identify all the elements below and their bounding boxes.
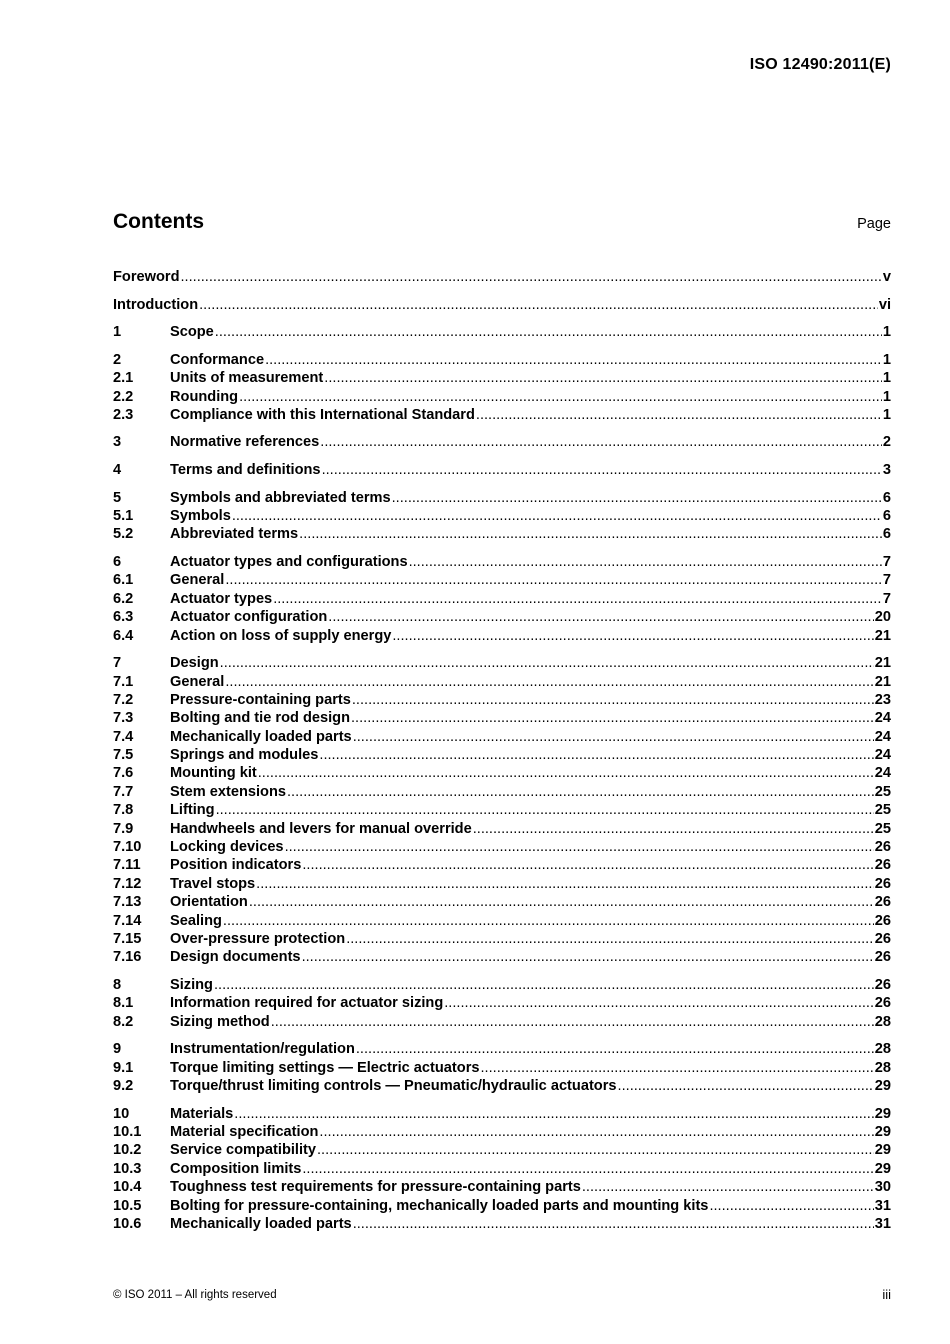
toc-entry-page: 25 (874, 783, 891, 800)
toc-entry-page: 29 (874, 1078, 891, 1095)
toc-entry-title: Stem extensions (170, 783, 286, 800)
toc-entry[interactable] (113, 1198, 891, 1216)
toc-entry-number: 7.1 (113, 673, 134, 690)
toc-dot-leader (215, 324, 882, 340)
toc-entry-number: 5 (113, 489, 122, 506)
toc-dot-leader (476, 407, 882, 423)
toc-dot-leader (352, 692, 874, 708)
toc-entry-number: 7.5 (113, 747, 134, 764)
toc-entry-number: 4 (113, 462, 122, 479)
toc-entry-title: Pressure-containing parts (170, 691, 351, 708)
toc-entry-page: v (882, 269, 891, 285)
toc-entry-page: 30 (874, 1179, 891, 1196)
toc-entry-title: Conformance (170, 351, 265, 368)
toc-dot-leader (302, 857, 873, 873)
toc-entry-title: Units of measurement (170, 370, 324, 387)
toc-entry[interactable] (113, 674, 891, 692)
toc-entry-page: 28 (874, 1013, 891, 1030)
toc-entry[interactable] (113, 324, 891, 342)
toc-group (113, 462, 891, 480)
toc-entry-page: 26 (874, 931, 891, 947)
toc-entry-title: Orientation (170, 894, 248, 911)
toc-entry[interactable] (113, 1161, 891, 1179)
toc-entry-number: 7.7 (113, 783, 134, 800)
toc-entry-title: Materials (170, 1105, 234, 1122)
toc-entry-number: 10.1 (113, 1124, 142, 1141)
toc-entry-number: 10.6 (113, 1216, 142, 1233)
toc-entry-number: 2.3 (113, 406, 134, 423)
toc-group (113, 554, 891, 646)
toc-dot-leader (216, 802, 874, 818)
toc-dot-leader (322, 462, 882, 478)
toc-dot-leader (317, 1142, 874, 1158)
toc-entry-number: 2.1 (113, 370, 134, 387)
toc-entry-title: Locking devices (170, 839, 284, 856)
toc-entry[interactable] (113, 1078, 891, 1096)
toc-entry-number: 7.3 (113, 710, 134, 727)
toc-dot-leader (199, 297, 878, 313)
toc-dot-leader (180, 269, 881, 285)
copyright-notice: © ISO 2011 – All rights reserved (113, 1289, 277, 1301)
toc-entry-title: Action on loss of supply energy (170, 627, 392, 644)
toc-dot-leader (481, 1060, 874, 1076)
toc-dot-leader (287, 784, 874, 800)
toc-entry-title: Abbreviated terms (170, 526, 299, 543)
toc-entry-title: Instrumentation/regulation (170, 1041, 355, 1058)
toc-group (113, 297, 891, 315)
toc-dot-leader (285, 839, 874, 855)
toc-dot-leader (256, 876, 874, 892)
toc-entry-number: 9.1 (113, 1059, 134, 1076)
toc-entry-title: Service compatibility (170, 1142, 316, 1159)
toc-entry[interactable] (113, 1106, 891, 1124)
toc-entry-number: 7.10 (113, 839, 142, 856)
toc-entry-page: 31 (874, 1197, 891, 1214)
toc-entry-title: Torque limiting settings — Electric actuators (170, 1059, 480, 1076)
toc-entry-number: 5.2 (113, 526, 134, 543)
toc-entry-number: 10.2 (113, 1142, 142, 1159)
toc-entry-page: 7 (882, 572, 891, 589)
toc-entry-page: 2 (882, 434, 891, 451)
toc-dot-leader (353, 1216, 874, 1232)
toc-entry-page: 26 (874, 976, 891, 993)
toc-entry-number: 7 (113, 655, 122, 672)
toc-entry-title: Mechanically loaded parts (170, 728, 352, 745)
toc-entry[interactable] (113, 389, 891, 407)
toc-entry-page: 6 (882, 489, 891, 506)
toc-entry-number: 7.4 (113, 728, 134, 745)
toc-entry-page: 31 (874, 1216, 891, 1233)
toc-entry-page: 21 (874, 627, 891, 644)
toc-entry-number: 10.5 (113, 1197, 142, 1214)
toc-dot-leader (709, 1198, 873, 1214)
toc-dot-leader (225, 674, 873, 690)
toc-entry-number: 1 (113, 324, 122, 341)
toc-entry-page: 29 (874, 1142, 891, 1159)
toc-dot-leader (353, 729, 874, 745)
toc-dot-leader (223, 913, 874, 929)
toc-entry-page: 29 (874, 1105, 891, 1122)
toc-group (113, 1106, 891, 1235)
toc-entry[interactable] (113, 490, 891, 508)
toc-dot-leader (444, 995, 874, 1011)
toc-entry-title: Symbols and abbreviated terms (170, 489, 391, 506)
toc-dot-leader (324, 370, 882, 386)
toc-entry-page: 6 (882, 526, 891, 543)
toc-entry-title: Compliance with this International Standard (170, 406, 475, 423)
toc-dot-leader (319, 1124, 873, 1140)
toc-entry[interactable] (113, 876, 891, 894)
toc-entry-page: 28 (874, 1041, 891, 1058)
toc-entry-title: Sealing (170, 912, 222, 929)
toc-entry-title: Position indicators (170, 857, 302, 874)
toc-dot-leader (328, 609, 873, 625)
toc-group (113, 434, 891, 452)
toc-entry-page: 6 (882, 508, 891, 525)
toc-entry[interactable] (113, 894, 891, 912)
toc-dot-leader (356, 1041, 874, 1057)
toc-entry-page: 21 (874, 655, 891, 672)
toc-group (113, 324, 891, 342)
toc-entry-title: General (170, 572, 225, 589)
toc-entry-title: Design documents (170, 949, 301, 966)
toc-entry-title: Toughness test requirements for pressure-containing parts (170, 1179, 581, 1196)
toc-dot-leader (299, 526, 882, 542)
toc-dot-leader (302, 1161, 873, 1177)
toc-dot-leader (320, 434, 882, 450)
toc-entry[interactable] (113, 1142, 891, 1160)
toc-entry-title: Introduction (113, 296, 199, 313)
toc-entry-number: 9.2 (113, 1078, 134, 1095)
toc-entry-page: 7 (882, 554, 891, 570)
toc-entry[interactable] (113, 1216, 891, 1234)
toc-entry-page: 23 (874, 691, 891, 708)
toc-entry-number: 2.2 (113, 388, 134, 405)
toc-entry-title: Symbols (170, 508, 231, 525)
toc-entry-number: 7.16 (113, 949, 142, 966)
toc-entry[interactable] (113, 931, 891, 949)
toc-entry-title: General (170, 673, 225, 690)
toc-entry-title: Sizing method (170, 1013, 270, 1030)
page-number: iii (882, 1287, 891, 1302)
contents-header (113, 210, 891, 240)
toc-entry-number: 5.1 (113, 508, 134, 525)
toc-entry-title: Information required for actuator sizing (170, 995, 444, 1012)
toc-entry[interactable] (113, 572, 891, 590)
toc-entry[interactable] (113, 655, 891, 673)
toc-entry-page: 24 (874, 765, 891, 782)
toc-group (113, 490, 891, 545)
toc-dot-leader (239, 389, 882, 405)
toc-entry-page: vi (878, 296, 891, 313)
toc-entry-page: 1 (882, 370, 891, 387)
table-of-contents (113, 269, 891, 1244)
toc-dot-leader (232, 508, 882, 524)
toc-entry[interactable] (113, 977, 891, 995)
toc-entry[interactable] (113, 370, 891, 388)
toc-entry-page: 26 (874, 912, 891, 929)
toc-dot-leader (351, 710, 874, 726)
toc-entry-page: 26 (874, 894, 891, 911)
toc-entry-number: 3 (113, 434, 122, 451)
toc-entry-number: 10 (113, 1105, 130, 1122)
toc-entry-page: 1 (882, 388, 891, 405)
toc-entry-number: 6.4 (113, 627, 134, 644)
toc-entry-title: Travel stops (170, 875, 256, 892)
toc-entry[interactable] (113, 591, 891, 609)
toc-entry-number: 7.8 (113, 802, 134, 819)
toc-entry-title: Sizing (170, 976, 213, 993)
toc-entry[interactable] (113, 609, 891, 627)
toc-entry-page: 20 (874, 609, 891, 626)
toc-group (113, 655, 891, 968)
toc-entry[interactable] (113, 434, 891, 452)
toc-entry[interactable] (113, 1041, 891, 1059)
toc-entry-title: Foreword (113, 269, 180, 285)
toc-entry-title: Design (170, 655, 219, 672)
toc-entry-page: 25 (874, 820, 891, 837)
toc-entry-title: Scope (170, 324, 214, 341)
toc-entry-number: 7.14 (113, 912, 142, 929)
toc-entry-title: Lifting (170, 802, 215, 819)
toc-entry-page: 28 (874, 1059, 891, 1076)
toc-entry-number: 2 (113, 351, 122, 368)
toc-entry[interactable] (113, 508, 891, 526)
toc-entry[interactable] (113, 949, 891, 967)
toc-entry-title: Rounding (170, 388, 239, 405)
toc-entry[interactable] (113, 802, 891, 820)
toc-entry-page: 26 (874, 839, 891, 856)
toc-entry[interactable] (113, 913, 891, 931)
toc-entry-title: Bolting and tie rod design (170, 710, 350, 727)
toc-entry-page: 25 (874, 802, 891, 819)
page-column-label: Page (857, 216, 891, 232)
toc-entry-page: 1 (882, 324, 891, 341)
toc-entry[interactable] (113, 526, 891, 544)
toc-entry-number: 6.3 (113, 609, 134, 626)
toc-entry-title: Mounting kit (170, 765, 257, 782)
toc-entry-page: 29 (874, 1124, 891, 1141)
toc-entry-number: 7.12 (113, 875, 142, 892)
toc-entry[interactable] (113, 839, 891, 857)
toc-dot-leader (319, 747, 873, 763)
toc-entry[interactable] (113, 995, 891, 1013)
toc-entry-page: 24 (874, 710, 891, 727)
toc-entry-page: 26 (874, 875, 891, 892)
toc-entry[interactable] (113, 1124, 891, 1142)
toc-entry-title: Composition limits (170, 1160, 302, 1177)
toc-entry-number: 8.2 (113, 1013, 134, 1030)
toc-entry-page: 1 (882, 351, 891, 368)
toc-entry[interactable] (113, 1179, 891, 1197)
toc-entry-page: 29 (874, 1160, 891, 1177)
toc-dot-leader (214, 977, 874, 993)
toc-entry-page: 1 (882, 406, 891, 423)
toc-dot-leader (225, 572, 882, 588)
toc-group (113, 1041, 891, 1096)
toc-entry-page: 24 (874, 747, 891, 764)
toc-entry[interactable] (113, 462, 891, 480)
toc-entry-title: Bolting for pressure-containing, mechanically loaded parts and mounting kits (170, 1197, 709, 1214)
toc-entry-number: 8 (113, 976, 122, 993)
toc-entry-title: Actuator types and configurations (170, 554, 408, 570)
toc-entry-title: Over-pressure protection (170, 931, 346, 947)
contents-title: Contents (113, 210, 204, 233)
toc-dot-leader (271, 1014, 874, 1030)
toc-entry[interactable] (113, 747, 891, 765)
toc-dot-leader (220, 655, 874, 671)
toc-dot-leader (582, 1179, 874, 1195)
toc-dot-leader (258, 765, 874, 781)
toc-entry-number: 7.15 (113, 931, 142, 947)
toc-entry[interactable] (113, 628, 891, 646)
toc-entry-page: 24 (874, 728, 891, 745)
toc-entry[interactable] (113, 857, 891, 875)
toc-dot-leader (265, 352, 882, 368)
toc-entry[interactable] (113, 269, 891, 287)
toc-entry-page: 3 (882, 462, 891, 479)
toc-group (113, 269, 891, 287)
toc-entry-number: 7.9 (113, 820, 134, 837)
toc-entry-number: 6 (113, 554, 122, 570)
toc-entry-title: Handwheels and levers for manual override (170, 820, 472, 837)
toc-entry[interactable] (113, 352, 891, 370)
toc-dot-leader (409, 554, 882, 570)
toc-entry[interactable] (113, 1060, 891, 1078)
toc-entry-page: 26 (874, 857, 891, 874)
toc-dot-leader (249, 894, 874, 910)
toc-entry-page: 21 (874, 673, 891, 690)
toc-entry[interactable] (113, 692, 891, 710)
toc-entry[interactable] (113, 765, 891, 783)
toc-group (113, 977, 891, 1032)
toc-entry-number: 7.13 (113, 894, 142, 911)
toc-dot-leader (302, 949, 874, 965)
toc-entry[interactable] (113, 784, 891, 802)
toc-entry-number: 7.2 (113, 691, 134, 708)
toc-entry[interactable] (113, 554, 891, 572)
toc-dot-leader (473, 821, 874, 837)
toc-entry[interactable] (113, 710, 891, 728)
toc-entry-number: 9 (113, 1041, 122, 1058)
toc-dot-leader (234, 1106, 873, 1122)
toc-entry-page: 7 (882, 590, 891, 607)
toc-entry-number: 8.1 (113, 995, 134, 1012)
toc-entry-title: Springs and modules (170, 747, 319, 764)
toc-entry[interactable] (113, 729, 891, 747)
toc-entry-number: 7.6 (113, 765, 134, 782)
toc-dot-leader (618, 1078, 874, 1094)
toc-entry-title: Actuator configuration (170, 609, 328, 626)
toc-dot-leader (392, 490, 882, 506)
toc-entry[interactable] (113, 297, 891, 315)
toc-entry-title: Actuator types (170, 590, 273, 607)
toc-entry-number: 7.11 (113, 857, 141, 874)
toc-entry-page: 26 (874, 995, 891, 1012)
toc-entry-title: Torque/thrust limiting controls — Pneumatic/hydraulic actuators (170, 1078, 617, 1095)
toc-dot-leader (392, 628, 873, 644)
toc-entry-title: Normative references (170, 434, 320, 451)
toc-entry-number: 6.2 (113, 590, 134, 607)
toc-entry-title: Mechanically loaded parts (170, 1216, 352, 1233)
toc-entry-number: 10.3 (113, 1160, 142, 1177)
toc-group (113, 352, 891, 426)
toc-entry-title: Material specification (170, 1124, 319, 1141)
toc-entry[interactable] (113, 1014, 891, 1032)
toc-entry[interactable] (113, 821, 891, 839)
toc-dot-leader (273, 591, 882, 607)
toc-entry-page: 26 (874, 949, 891, 966)
toc-entry[interactable] (113, 407, 891, 425)
toc-entry-number: 6.1 (113, 572, 134, 589)
toc-dot-leader (346, 931, 874, 947)
document-id: ISO 12490:2011(E) (749, 56, 891, 73)
toc-entry-title: Terms and definitions (170, 462, 321, 479)
toc-entry-number: 10.4 (113, 1179, 142, 1196)
